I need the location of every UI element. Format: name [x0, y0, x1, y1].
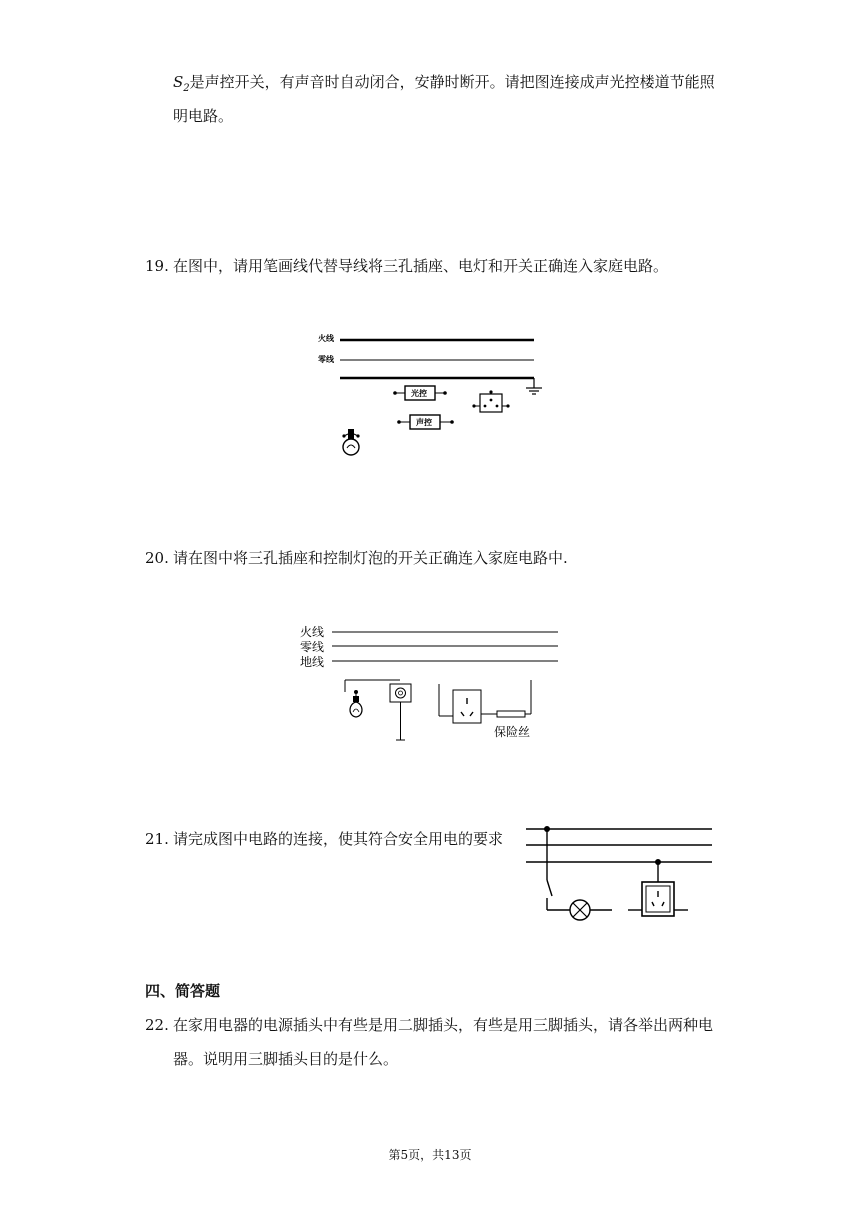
q21-diagram: [522, 818, 716, 928]
q21-lamp-icon: [570, 900, 612, 920]
q21-number: 21.: [145, 830, 169, 848]
q22-line-2: 器。说明用三脚插头目的是什么。: [173, 1050, 399, 1068]
ground-symbol-icon: [526, 378, 542, 394]
q20-diagram: [290, 620, 570, 745]
q19-neutral-label: 零线: [318, 355, 334, 364]
q21-text: 请完成图中电路的连接，使其符合安全用电的要求: [173, 830, 504, 848]
q22-number: 22.: [145, 1016, 169, 1034]
section-4-title: 四、简答题: [145, 982, 221, 1000]
q18-line-1: $S_2$是声控开关，有声音时自动闭合，安静时断开。请把图连接成声光控楼道节能照: [173, 73, 715, 94]
q20-neutral-label: 零线: [300, 640, 325, 654]
q21-socket-icon: [628, 859, 688, 916]
q19-number: 19.: [145, 257, 169, 275]
q20-switch-icon: [390, 684, 411, 740]
light-bulb-icon: [342, 429, 359, 455]
sound-control-label: 声控: [416, 418, 432, 427]
q21-switch-icon: [544, 826, 570, 910]
q19-live-label: 火线: [318, 334, 334, 343]
q19-text: 在图中，请用笔画线代替导线将三孔插座、电灯和开关正确连入家庭电路。: [173, 257, 669, 275]
s2-variable: $S_2$: [173, 73, 190, 94]
light-control-switch: [393, 386, 447, 400]
q20-text: 请在图中将三孔插座和控制灯泡的开关正确连入家庭电路中.: [173, 549, 568, 567]
light-control-label: 光控: [411, 389, 427, 398]
q20-ground-label: 地线: [300, 655, 325, 669]
q20-fuse-icon: [494, 680, 531, 739]
sound-control-switch: [397, 415, 454, 429]
q19-diagram: [300, 326, 560, 462]
page-footer: 第5页，共13页: [388, 1148, 472, 1162]
q20-fuse-label: 保险丝: [494, 725, 531, 739]
three-hole-socket-icon: [472, 390, 509, 412]
q20-number: 20.: [145, 549, 169, 567]
q20-socket-icon: [439, 684, 497, 723]
q22-line-1: 在家用电器的电源插头中有些是用二脚插头，有些是用三脚插头，请各举出两种电: [173, 1016, 714, 1034]
q20-live-label: 火线: [300, 625, 325, 639]
q18-line-2: 明电路。: [173, 107, 234, 125]
